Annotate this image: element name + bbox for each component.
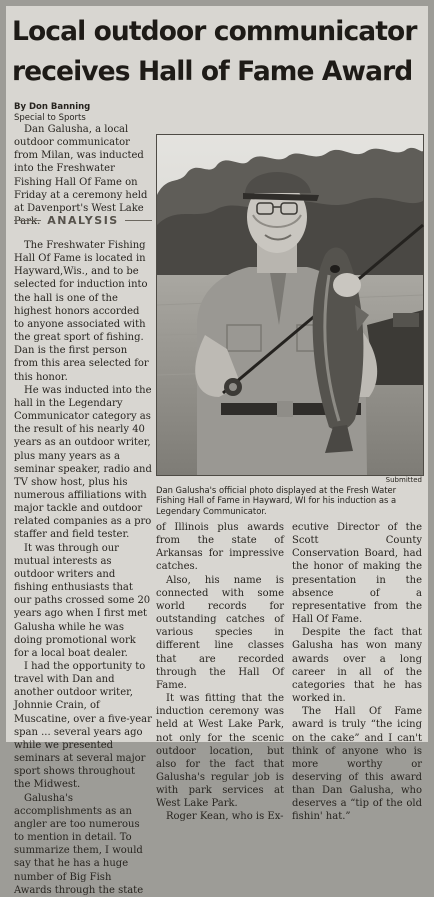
paragraph: ecutive Director of the Scott County Conservation Board, had the honor of making the presentation in the absence of a representative from the Hall Of Fame.	[292, 522, 422, 626]
article-column-1	[14, 239, 152, 897]
paragraph: The Hall Of Fame award is truly “the icing on the cake” and I can't think of anyone who is more worthy or deserving of this award than Dan Galusha, who deserves a “tip of the old fishin' hat.”	[292, 706, 422, 823]
paragraph: It was through our mutual interests as outdoor writers and fishing enthusiasts that our paths crossed some 20 years ago when I first met Galusha while he was doing promotional work for a local boat dealer.	[14, 542, 151, 659]
analysis-rule-right	[125, 220, 152, 221]
intro-paragraph: Dan Galusha, a local outdoor communicator from Milan, was inducted into the Freshwater Fishing Hall Of Fame on Friday at a ceremony held at Davenport's West Lake Park.	[14, 124, 148, 228]
paragraph: I had the opportunity to travel with Dan and another outdoor writer, Johnnie Crain, of Muscatine, over a five-year span ... several years ago while we presented seminars at several major sport shows throughout the Midwest.	[14, 661, 152, 791]
paragraph: Also, his name is connected with some world records for outstanding catches of various species in different line classes that are recorded through the Hall Of Fame.	[156, 574, 284, 691]
byline	[14, 102, 90, 124]
paragraph: Despite the fact that Galusha has won many awards over a long career in all of the categories that he has worked in.	[292, 627, 422, 705]
section-label-analysis	[14, 210, 152, 230]
headline: Local outdoor communicator receives Hall of Fame Award	[12, 16, 417, 87]
analysis-rule-left	[14, 220, 41, 221]
paragraph: of Illinois plus awards from the state of Arkansas for impressive catches.	[156, 522, 284, 573]
paragraph: It was fitting that the induction ceremony was held at West Lake Park, not only for the scenic outdoor location, but also for the fact that Galusha's regular job is with park services at West Lake Park.	[156, 693, 284, 810]
photo-credit: Submitted	[385, 476, 422, 484]
angler-photo-illustration	[157, 135, 423, 475]
paragraph: Roger Kean, who is Ex-	[166, 811, 284, 823]
byline-author: By Don Banning	[14, 102, 91, 112]
article-photo	[156, 134, 424, 476]
newspaper-clipping	[6, 6, 428, 896]
paragraph: The Freshwater Fishing Hall Of Fame is located in Hayward,Wis., and to be selected for induction into the hall is one of the highest honors accorded to anyone associated with the great sport of fishing. Dan is the first person from this area selected for this honor.	[14, 240, 149, 383]
article-column-3	[292, 521, 422, 824]
paragraph: He was inducted into the hall in the Legendary Communicator category as the result of his nearly 40 years as an outdoor writer, plus many years as a seminar speaker, radio and TV show host, plus his numerous affiliations with major tackle and outdoor related companies as a pro staffer and field tester.	[14, 384, 152, 541]
photo-caption: Dan Galusha's official photo displayed at the Fresh Water Fishing Hall of Fame in Hayward, WI for his induction as a Legendary Communicator.	[156, 485, 397, 516]
paragraph: Galusha's accomplishments as an angler are too numerous to mention in detail. To summarize them, I would say that he has a huge number of Big Fish Awards through the state	[14, 792, 144, 896]
article-column-2	[156, 521, 284, 824]
analysis-label: ANALYSIS	[47, 213, 119, 227]
byline-role: Special to Sports	[14, 113, 86, 123]
